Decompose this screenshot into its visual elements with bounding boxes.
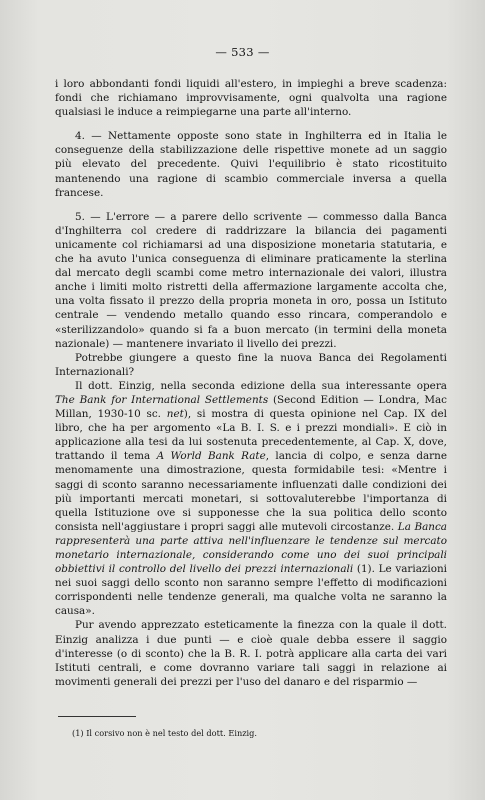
italic-quote: La Banca rappresenterà una parte attiva nell'influenzare le tendenze sul mercato monetario internazionale, considerando come uno dei suoi principali obbiettivi il controllo del livello dei prezzi internazionali: [55, 520, 447, 576]
footnote-divider: [58, 716, 136, 717]
italic-net: net: [166, 408, 184, 421]
footnote: (1) Il corsivo non è nel testo del dott. Einzig.: [72, 728, 257, 738]
paragraph-einzig: [55, 379, 447, 619]
paragraph-final: Pur avendo apprezzato esteticamente la finezza con la quale il dott. Einzig analizza i due punti — e cioè quale debba essere il saggio d'interesse (o di sconto) che la B. R. I. potrà applicare alla carta dei vari Istituti centrali, e come dovranno variare tali saggi in relazione ai movimenti generali dei prezzi per l'uso del danaro e del risparmio —: [55, 619, 447, 688]
chapter-title: A World Bank Rate: [156, 450, 266, 463]
paragraph-section-5: 5. — L'errore — a parere dello scrivente — commesso dalla Banca d'Inghilterra col credere di raddrizzare la bilancia dei pagamenti unicamente col richiamarsi ad una disposizione monetaria statutaria, e che ha avuto l'unica conseguenza di eliminare praticamente la sterlina dal mercato degli scambi come metro internazionale dei valori, illustra anche i limiti molto ristretti della affermazione largamente accolta che, una volta fissato il prezzo della propria moneta in oro, possa un Istituto centrale — vendendo metallo quando esso rincara, comperandolo e «sterilizzandolo» quando si fa a buon mercato (in termini della moneta nazionale) — mantenere invariato il livello dei prezzi.: [55, 210, 447, 350]
text-run: , lancia di colpo, e senza darne menomamente una dimostrazione, questa formidabile tesi: «Mentre i saggi di sconto saranno necessariamente influenzati dalle condizioni dei più importanti mercati monetari, si sottovaluterebbe l'importanza di quella Istituzione ove si supponesse che la sua politica dello sconto consista nell'aggiustare i propri saggi alle mutevoli circostanze.: [55, 450, 447, 533]
paragraph-continuation: i loro abbondanti fondi liquidi all'estero, in impieghi a breve scadenza: fondi che richiamano improvvisamente, ogni qualvolta una ragione qualsiasi le induce a reimpiegarne una parte all'interno.: [55, 78, 447, 119]
text-run: Il dott. Einzig, nella seconda edizione della sua interessante opera: [75, 379, 447, 392]
body-text: [55, 77, 447, 689]
paragraph-section-4: 4. — Nettamente opposte sono state in Inghilterra ed in Italia le conseguenze della stabilizzazione delle rispettive monete ad un saggio più elevato del precedente. Quivi l'equilibrio è stato ricostituito mantenendo una ragione di scambio commerciale inversa a quella francese.: [55, 130, 447, 199]
page-number: — 533 —: [215, 45, 270, 59]
paragraph-question: Potrebbe giungere a questo fine la nuova Banca dei Regolamenti Internazionali?: [55, 351, 447, 378]
text-run: (1). Le variazioni nei suoi saggi dello sconto non saranno sempre l'effetto di modificazioni corrispondenti nelle tendenze generali, ma qualche volta ne saranno la causa».: [55, 563, 447, 618]
book-title: The Bank for International Settlements: [55, 393, 269, 406]
text-run: (Second Edition — Londra, Mac Millan, 1930-10 sc.: [55, 393, 447, 421]
text-run: ), si mostra di questa opinione nel Cap. IX del libro, che ha per argomento «La B. I. S. e i prezzi mondiali». E ciò in applicazione alla tesi da lui sostenuta precedentemente, al Cap. X, dove, trattando il tema: [55, 408, 447, 463]
